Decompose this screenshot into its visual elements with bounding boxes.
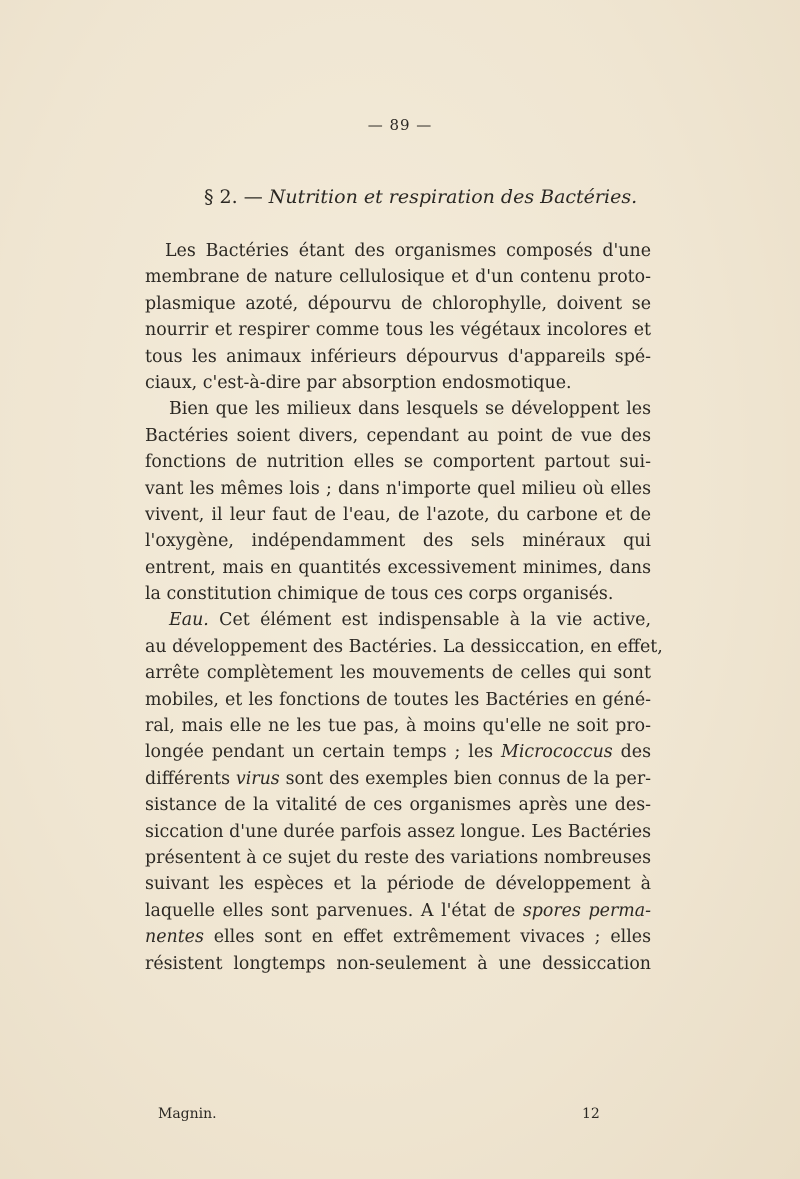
- text-line: nentes elles sont en effet extrêmement vivaces ; elles: [145, 927, 651, 948]
- text-line: l'oxygène, indépendamment des sels minéraux qui: [145, 531, 651, 552]
- text-line: plasmique azoté, dépourvu de chlorophylle, doivent se: [145, 293, 651, 314]
- text-line: vivent, il leur faut de l'eau, de l'azote, du carbone et de: [145, 504, 651, 525]
- text-line: siccation d'une durée parfois assez longue. Les Bactéries: [145, 821, 651, 842]
- text-line: ciaux, c'est-à-dire par absorption endosmotique.: [145, 372, 572, 393]
- text-line: vant les mêmes lois ; dans n'importe quel milieu où elles: [145, 478, 651, 499]
- body-text: [145, 238, 663, 977]
- text-line: tous les animaux inférieurs dépourvus d'appareils spé-: [145, 346, 651, 367]
- text-line: présentent à ce sujet du reste des variations nombreuses: [145, 847, 651, 868]
- page-number: — 89 —: [367, 116, 433, 134]
- text-line: différents virus sont des exemples bien connus de la per-: [145, 768, 652, 789]
- text-line: résistent longtemps non-seulement à une dessiccation: [145, 953, 651, 974]
- text-line: laquelle elles sont parvenues. A l'état de spores perma-: [145, 900, 651, 921]
- text-line: Bactéries soient divers, cependant au point de vue des: [145, 425, 651, 446]
- sheet-signature: 12: [582, 1106, 600, 1122]
- italic-term: virus: [235, 768, 280, 789]
- text-line: arrête complètement les mouvements de celles qui sont: [145, 663, 651, 684]
- text-line: Les Bactéries étant des organismes composés d'une: [165, 241, 651, 261]
- italic-term: Eau.: [169, 610, 209, 631]
- italic-term: Micrococcus: [501, 742, 613, 763]
- italic-term: nentes: [145, 927, 204, 948]
- text-line: au développement des Bactéries. La dessiccation, en effet,: [145, 636, 663, 657]
- text-line: longée pendant un certain temps ; les Micrococcus des: [145, 742, 652, 763]
- text-line: Bien que les milieux dans lesquels se développent les: [169, 399, 651, 420]
- italic-term: spores perma-: [522, 900, 651, 921]
- text-line: entrent, mais en quantités excessivement minimes, dans: [145, 557, 651, 578]
- text-line: Eau. Cet élément est indispensable à la vie active,: [169, 610, 651, 631]
- author-signature: Magnin.: [158, 1106, 217, 1122]
- text-line: la constitution chimique de tous ces corps organisés.: [145, 584, 614, 605]
- text-line: membrane de nature cellulosique et d'un contenu proto-: [145, 267, 651, 288]
- section-heading: [204, 186, 637, 208]
- text-line: mobiles, et les fonctions de toutes les Bactéries en géné-: [145, 689, 651, 710]
- text-line: suivant les espèces et la période de développement à: [145, 874, 651, 895]
- text-line: sistance de la vitalité de ces organismes après une des-: [145, 795, 651, 816]
- section-title: Nutrition et respiration des Bactéries.: [268, 186, 638, 208]
- text-line: ral, mais elle ne les tue pas, à moins qu'elle ne soit pro-: [145, 716, 651, 737]
- text-line: nourrir et respirer comme tous les végétaux incolores et: [145, 320, 651, 341]
- section-number: § 2. —: [204, 186, 263, 208]
- text-line: fonctions de nutrition elles se comportent partout sui-: [145, 452, 651, 473]
